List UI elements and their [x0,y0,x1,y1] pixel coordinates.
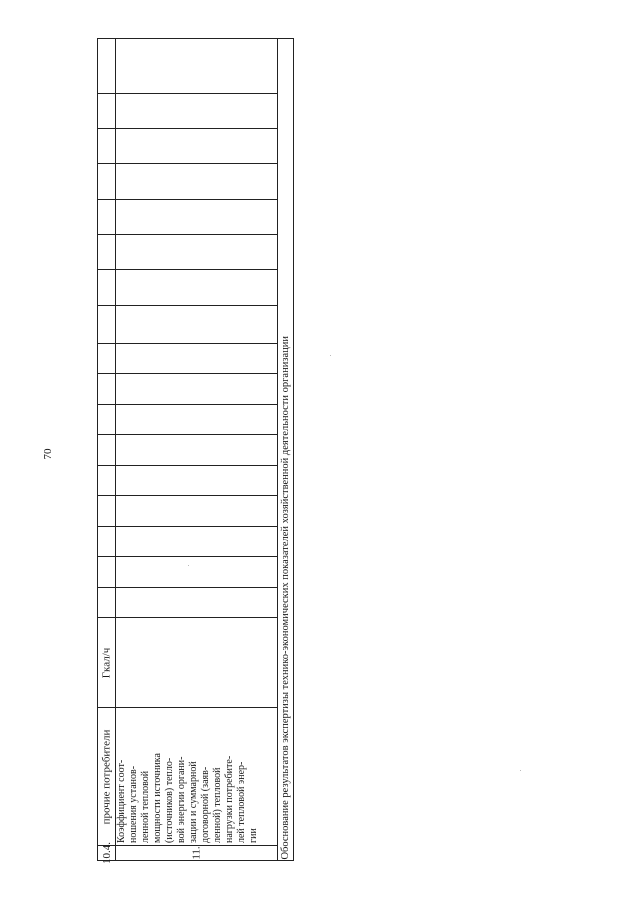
scan-speck [330,355,331,356]
row-unit: Гкал/ч [100,647,113,678]
row-name-line: ленной) тепловой [212,767,223,843]
row-name: прочие потребители [100,729,113,824]
column-divider [97,556,278,557]
row-name-multiline [116,708,276,843]
column-divider [97,305,278,306]
column-divider [97,269,278,270]
row-name-line: ношения установ- [128,765,139,843]
column-divider [97,404,278,405]
row-name-line: ленной тепловой [140,770,151,843]
row-unit-cell [98,618,115,707]
row-number-cell [98,842,115,864]
row-name-line: договорной (заяв- [200,766,211,843]
table-border-left [97,860,294,861]
column-divider [97,234,278,235]
row-name-line: нагрузки потребите- [224,755,235,843]
column-divider [97,434,278,435]
column-divider [97,343,278,344]
row-name-line: Коэффициент соот- [116,759,127,843]
column-divider [97,526,278,527]
footer-note-cell [278,39,293,860]
column-divider [97,199,278,200]
column-divider [97,587,278,588]
column-divider [97,465,278,466]
column-divider [97,617,278,618]
row-number: 11. [190,846,203,860]
column-divider [97,373,278,374]
row-number: 10.4. [100,842,113,864]
row-name-cell [98,708,115,845]
row-name-line: (источников) тепло- [164,757,175,843]
footer-note: Обоснование результатов экспертизы технико-экономических показателей хозяйственной деятельности организации [280,336,291,860]
row-name-line: зации и суммарной [188,761,199,843]
column-divider [97,163,278,164]
column-divider [97,495,278,496]
column-divider [97,128,278,129]
scan-speck [188,565,189,566]
scan-speck [520,770,521,771]
table-border-right [97,38,294,39]
page-number: 70 [42,448,54,460]
column-divider [97,93,278,94]
row-name-line: вой энергии органи- [176,756,187,843]
row-name-line: лей тепловой энер- [236,761,247,843]
row-name-line: гии [248,828,259,843]
row-name-line: мощности источника [152,753,163,843]
row-number-cell [116,846,277,860]
table-border-bottom [293,38,294,860]
